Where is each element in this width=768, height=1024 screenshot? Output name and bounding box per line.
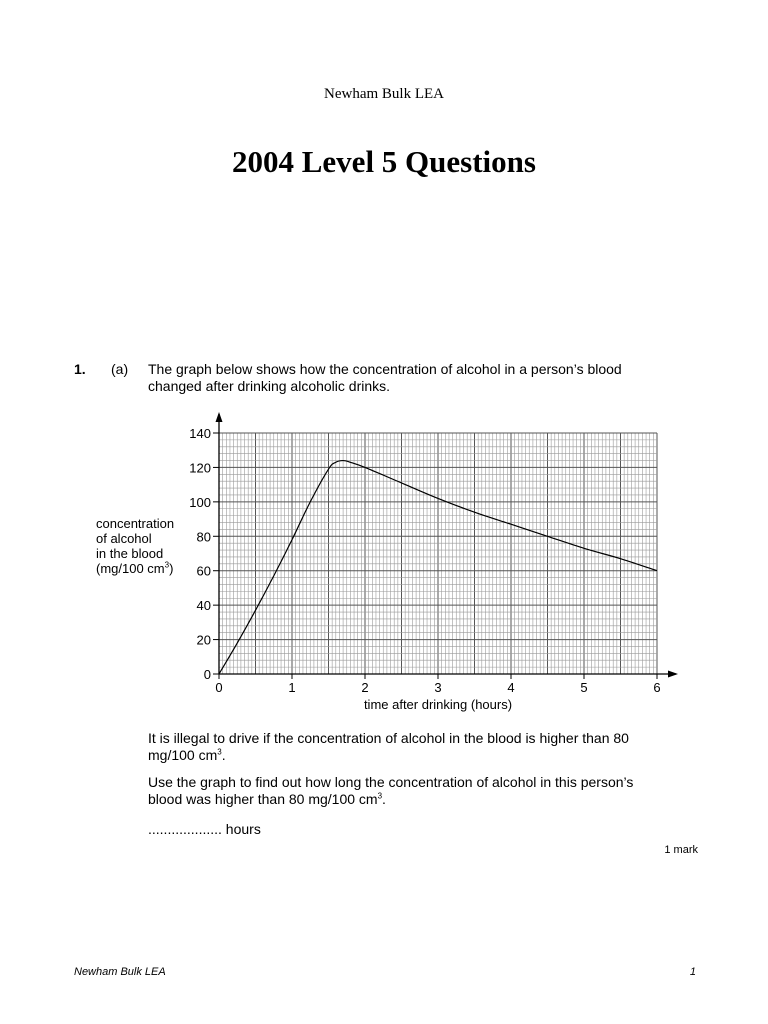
question-number: 1. bbox=[74, 361, 86, 377]
y-tick-label: 20 bbox=[196, 632, 211, 648]
x-axis-arrow bbox=[668, 671, 678, 678]
page-number: 1 bbox=[689, 966, 696, 978]
x-tick-label: 3 bbox=[434, 680, 442, 695]
answer-line: ................... hours bbox=[148, 821, 261, 837]
x-tick-label: 5 bbox=[580, 680, 588, 695]
document-title: 2004 Level 5 Questions bbox=[232, 144, 536, 179]
question-part: (a) bbox=[111, 361, 129, 377]
x-tick-label: 0 bbox=[215, 680, 223, 695]
instruction-text: Use the graph to find out how long the concentration of alcohol in this person’s blood was higher than 80 mg/100 $cm^3$. bbox=[148, 774, 634, 807]
y-tick-label: 60 bbox=[196, 563, 211, 579]
y-axis-label-line-1: concentration bbox=[96, 516, 175, 531]
y-axis-label bbox=[96, 516, 174, 576]
x-tick-label: 6 bbox=[653, 680, 661, 695]
x-axis-label: time after drinking (hours) bbox=[363, 697, 513, 712]
y-axis-label-line-2: of alcohol bbox=[96, 531, 152, 546]
y-tick-label: 140 bbox=[189, 426, 211, 441]
y-axis-label-line-4: (mg/100 $cm^3$) bbox=[96, 560, 174, 576]
y-tick-label: 40 bbox=[196, 598, 211, 614]
x-tick-label: 1 bbox=[288, 680, 296, 695]
alcohol-concentration-chart bbox=[0, 400, 768, 730]
legal-limit-text: It is illegal to drive if the concentration of alcohol in the blood is higher than 80 mg/100 $cm^3$. bbox=[148, 730, 629, 763]
mark-label: 1 mark bbox=[664, 844, 698, 856]
y-tick-label: 120 bbox=[189, 460, 211, 476]
y-axis-label-line-3: in the blood bbox=[96, 546, 164, 561]
x-tick-label: 2 bbox=[361, 680, 369, 695]
x-tick-label: 4 bbox=[507, 680, 515, 695]
y-tick-label: 0 bbox=[203, 667, 211, 682]
y-tick-label: 80 bbox=[196, 529, 211, 545]
y-axis-arrow bbox=[216, 412, 223, 422]
org-header: Newham Bulk LEA bbox=[324, 86, 444, 102]
footer-org: Newham Bulk LEA bbox=[74, 966, 166, 978]
question-intro: The graph below shows how the concentration of alcohol in a person’s blood changed after drinking alcoholic drinks. bbox=[148, 361, 622, 394]
y-tick-label: 100 bbox=[189, 494, 211, 510]
